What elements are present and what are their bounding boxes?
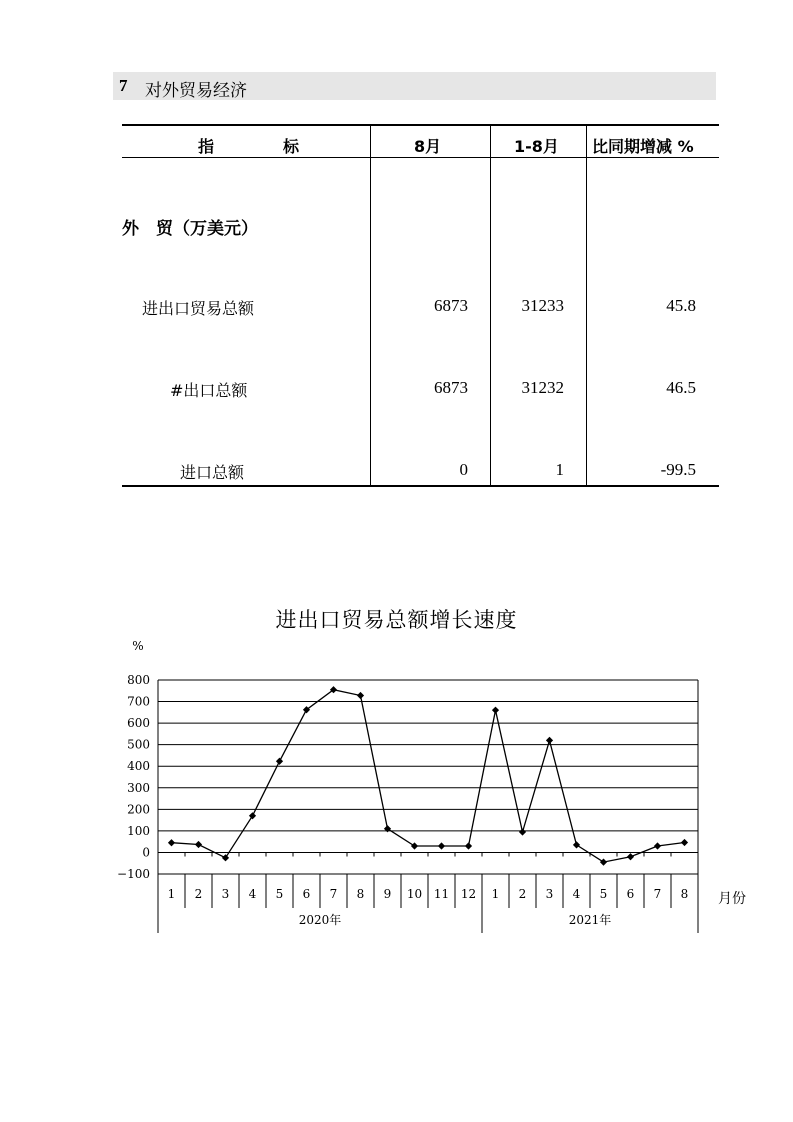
y-tick-label: 700 — [127, 694, 150, 709]
data-point-marker — [195, 841, 202, 848]
x-tick-label: 5 — [599, 887, 608, 901]
data-point-marker — [249, 812, 256, 819]
row-ytd-value: 1 — [555, 460, 564, 479]
x-tick-label: 4 — [248, 887, 257, 901]
x-tick-label: 1 — [167, 887, 176, 901]
data-point-marker — [492, 707, 499, 714]
row-ytd-value: 31232 — [521, 378, 564, 397]
data-point-marker — [465, 842, 472, 849]
header-indicator-1: 指 — [198, 137, 215, 156]
group-label: 外 贸（万美元） — [122, 219, 258, 239]
header-indicator-2: 标 — [283, 137, 300, 156]
row-change-value: 46.5 — [666, 378, 696, 397]
table-col-divider — [586, 124, 587, 487]
data-point-marker — [519, 828, 526, 835]
row-ytd-value: 31233 — [521, 296, 564, 315]
row-change-value: -99.5 — [660, 460, 696, 479]
row-august-value: 0 — [459, 460, 468, 479]
y-tick-label: 800 — [127, 673, 150, 687]
year-group-label: 2021年 — [568, 913, 612, 927]
table-col-divider — [370, 124, 371, 487]
x-tick-label: 10 — [406, 887, 423, 901]
header-august: 8月 — [414, 137, 442, 156]
row-label: 进出口贸易总额 — [142, 299, 255, 318]
y-axis-unit-label: % — [132, 639, 144, 653]
data-point-marker — [681, 839, 688, 846]
y-tick-label: 100 — [127, 823, 150, 838]
data-point-marker — [168, 839, 175, 846]
x-tick-label: 6 — [302, 887, 311, 901]
data-point-marker — [222, 854, 229, 861]
table-top-border — [122, 124, 719, 126]
data-point-marker — [600, 859, 607, 866]
x-tick-label: 7 — [653, 887, 662, 901]
x-tick-label: 3 — [221, 887, 230, 901]
data-point-marker — [438, 842, 445, 849]
y-tick-label: 500 — [127, 737, 150, 752]
x-tick-label: 12 — [460, 887, 477, 901]
x-axis-label: 月份 — [718, 891, 746, 907]
x-tick-label: 5 — [275, 887, 284, 901]
x-tick-label: 6 — [626, 887, 635, 901]
row-label: 进口总额 — [180, 463, 245, 482]
y-tick-label: 400 — [127, 759, 150, 774]
table-bottom-border — [122, 485, 719, 487]
chart-title: 进出口贸易总额增长速度 — [275, 608, 518, 632]
series-line — [172, 690, 685, 862]
row-label: #出口总额 — [170, 381, 248, 400]
y-tick-label: 600 — [127, 716, 150, 731]
x-tick-label: 8 — [680, 887, 689, 901]
table-header-border — [122, 157, 719, 158]
y-tick-label: −100 — [117, 867, 150, 881]
growth-line-chart — [0, 630, 793, 950]
data-point-marker — [573, 841, 580, 848]
x-tick-label: 2 — [194, 887, 203, 901]
y-tick-label: 0 — [142, 845, 150, 860]
data-point-marker — [546, 737, 553, 744]
year-group-label: 2020年 — [298, 913, 342, 927]
data-point-marker — [627, 853, 634, 860]
y-tick-label: 300 — [127, 780, 150, 795]
section-title: 对外贸易经济 — [145, 81, 247, 101]
x-tick-label: 9 — [383, 887, 392, 901]
row-change-value: 45.8 — [666, 296, 696, 315]
section-number: 7 — [119, 76, 128, 95]
section-heading — [113, 72, 716, 100]
x-tick-label: 11 — [433, 887, 450, 901]
data-point-marker — [357, 692, 364, 699]
x-tick-label: 3 — [545, 887, 554, 901]
data-point-marker — [411, 842, 418, 849]
x-tick-label: 2 — [518, 887, 527, 901]
x-tick-label: 4 — [572, 887, 581, 901]
x-tick-label: 8 — [356, 887, 365, 901]
header-jan-aug: 1-8月 — [514, 137, 559, 156]
row-august-value: 6873 — [434, 296, 468, 315]
data-point-marker — [276, 758, 283, 765]
y-tick-label: 200 — [127, 802, 150, 817]
data-point-marker — [654, 842, 661, 849]
row-august-value: 6873 — [434, 378, 468, 397]
x-tick-label: 1 — [491, 887, 500, 901]
header-yoy-change: 比同期增减 % — [592, 137, 694, 156]
x-tick-label: 7 — [329, 887, 338, 901]
